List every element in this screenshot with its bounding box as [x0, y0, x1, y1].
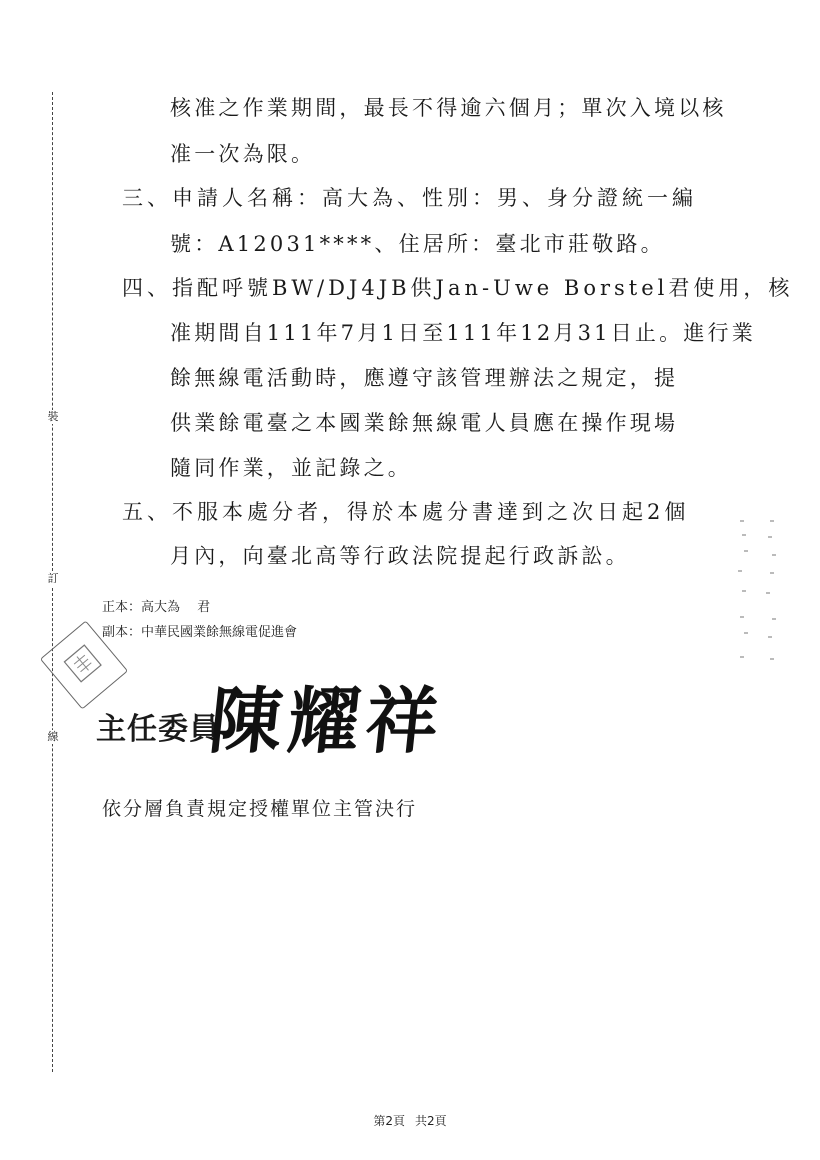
item-4-line-2: 准期間自111年7月1日至111年12月31日止。進行業 — [170, 321, 756, 345]
seal-icon — [62, 642, 107, 687]
page-number: 第2頁 — [373, 1114, 405, 1128]
delegation-note: 依分層負責規定授權單位主管決行 — [102, 798, 418, 820]
body-line-2: 准一次為限。 — [170, 142, 316, 166]
item-4-line-3: 餘無線電活動時，應遵守該管理辦法之規定，提 — [170, 366, 679, 390]
item-5-line-2: 月內，向臺北高等行政法院提起行政訴訟。 — [170, 544, 630, 568]
copy-recipient: 副本：中華民國業餘無線電促進會 — [102, 625, 298, 640]
page-footer — [0, 1112, 820, 1129]
item-4-line-5: 隨同作業，並記錄之。 — [170, 456, 412, 480]
item-4-line-4: 供業餘電臺之本國業餘無線電人員應在操作現場 — [170, 411, 679, 435]
item-3-line-2: 號：A12031****、住居所：臺北市莊敬路。 — [170, 232, 665, 256]
binding-char-xian: 線 — [44, 730, 62, 744]
page-total: 共2頁 — [415, 1114, 447, 1128]
binding-char-zhuang: 裝 — [44, 410, 62, 424]
original-recipient: 正本：高大為 君 — [102, 600, 211, 615]
body-line-1: 核准之作業期間，最長不得逾六個月；單次入境以核 — [170, 96, 727, 120]
binding-char-ding: 訂 — [44, 572, 62, 586]
scan-artifact — [730, 520, 790, 670]
signatory-title: 主任委員 — [96, 712, 220, 747]
item-3-line-1: 三、申請人名稱：高大為、性別：男、身分證統一編 — [122, 186, 697, 210]
item-4-line-1: 四、指配呼號BW/DJ4JB供Jan-Uwe Borstel君使用，核 — [122, 276, 794, 300]
item-5-line-1: 五、不服本處分者，得於本處分書達到之次日起2個 — [122, 500, 690, 524]
signatory-name-signature: 陳耀祥 — [205, 679, 449, 763]
